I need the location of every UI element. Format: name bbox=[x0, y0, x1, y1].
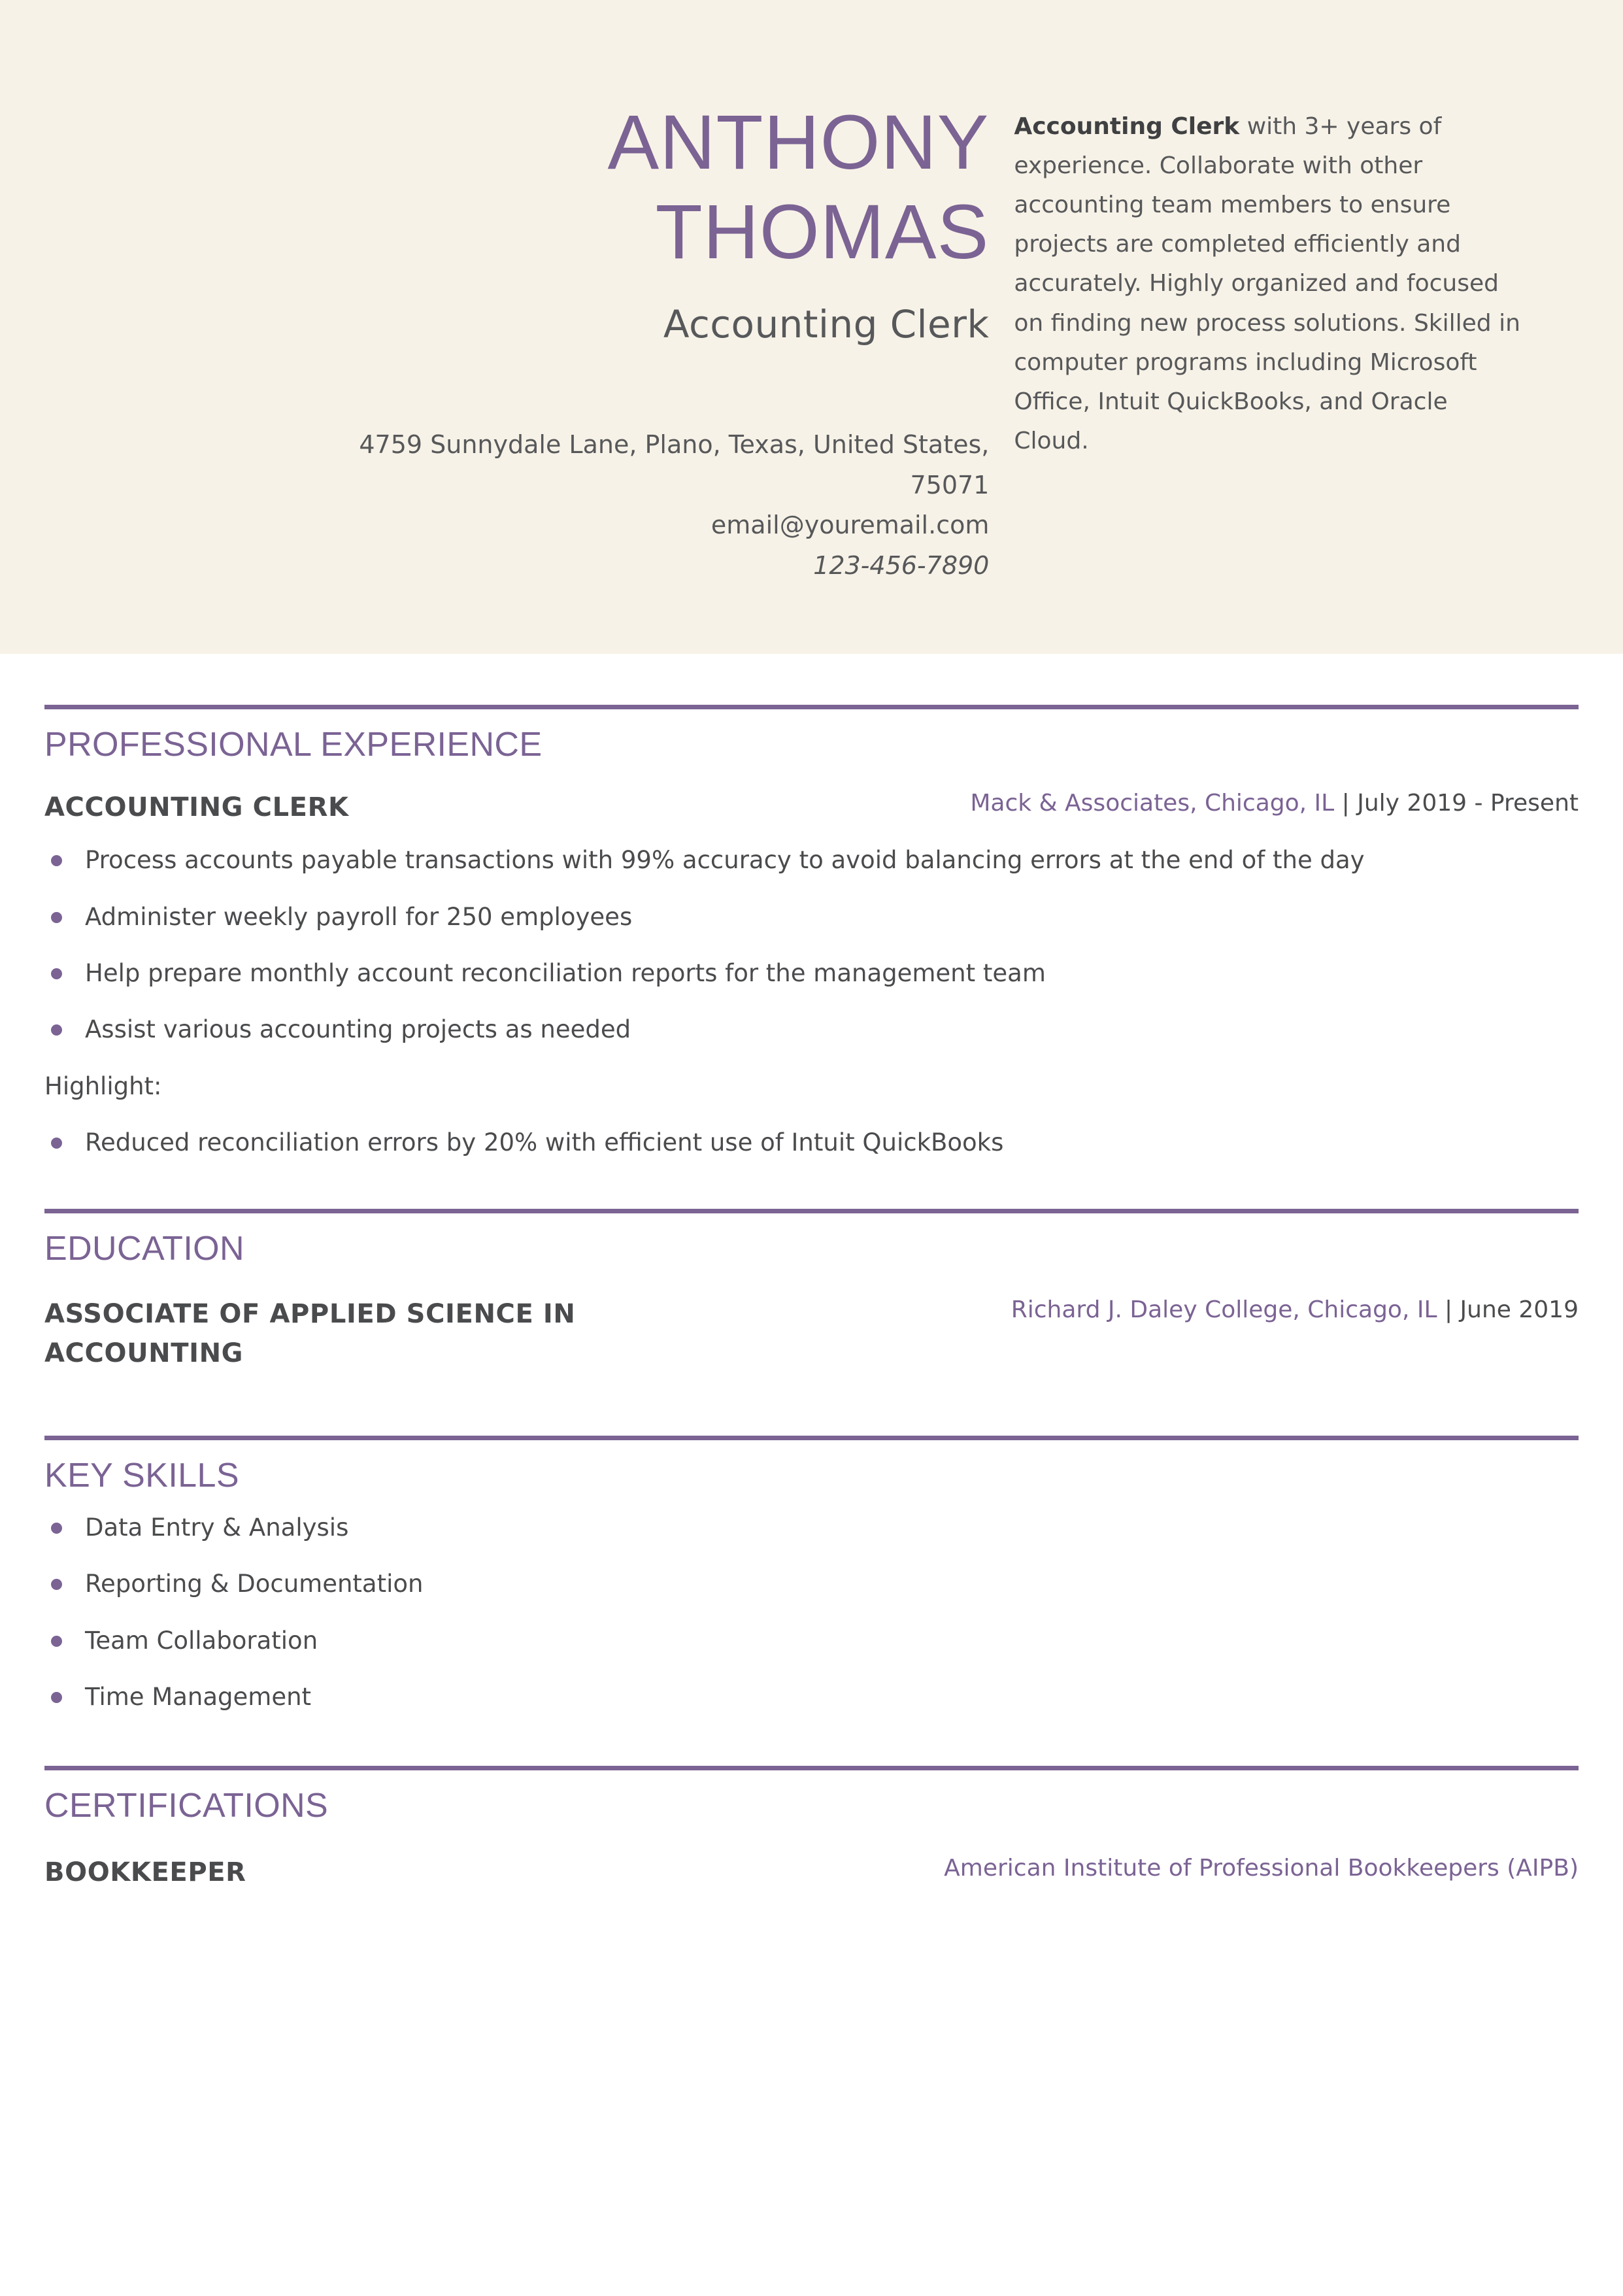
header-job-title: Accounting Clerk bbox=[663, 301, 990, 346]
header-inner bbox=[0, 0, 1623, 586]
certification-entry bbox=[44, 1853, 1579, 1892]
list-item: Reporting & Documentation bbox=[44, 1568, 1579, 1600]
professional-summary bbox=[1014, 98, 1524, 461]
education-degree: ASSOCIATE OF APPLIED SCIENCE IN ACCOUNTING bbox=[44, 1299, 576, 1368]
list-item: Data Entry & Analysis bbox=[44, 1511, 1579, 1544]
experience-meta bbox=[970, 788, 1579, 819]
education-meta bbox=[1011, 1295, 1579, 1326]
section-certifications bbox=[44, 1766, 1579, 1892]
section-divider bbox=[44, 1436, 1579, 1440]
education-date: | June 2019 bbox=[1437, 1296, 1579, 1324]
key-skills-list bbox=[44, 1511, 1579, 1714]
contact-address-line2: 75071 bbox=[910, 470, 990, 499]
highlight-bullets bbox=[44, 1126, 1579, 1159]
section-title-experience: PROFESSIONAL EXPERIENCE bbox=[44, 726, 543, 764]
certification-organization: American Institute of Professional Bookkeepers (AIPB) bbox=[944, 1855, 1579, 1882]
experience-entry bbox=[44, 788, 1579, 827]
section-title-education: EDUCATION bbox=[44, 1230, 244, 1268]
contact-phone[interactable]: 123-456-7890 bbox=[813, 550, 990, 580]
education-organization: Richard J. Daley College, Chicago, IL bbox=[1011, 1296, 1437, 1324]
section-title-key-skills: KEY SKILLS bbox=[44, 1456, 239, 1494]
list-item: Process accounts payable transactions with 99% accuracy to avoid balancing errors at the end of the day bbox=[44, 844, 1579, 877]
experience-organization: Mack & Associates, Chicago, IL bbox=[970, 790, 1335, 817]
header-identity bbox=[99, 98, 1014, 586]
section-divider bbox=[44, 1766, 1579, 1770]
experience-role: ACCOUNTING CLERK bbox=[44, 792, 349, 823]
section-title-certifications: CERTIFICATIONS bbox=[44, 1787, 329, 1825]
experience-bullets bbox=[44, 844, 1579, 1046]
contact-email[interactable]: email@youremail.com bbox=[711, 511, 990, 540]
section-professional-experience bbox=[44, 705, 1579, 1159]
list-item: Help prepare monthly account reconciliation reports for the management team bbox=[44, 957, 1579, 990]
resume-header bbox=[0, 0, 1623, 654]
section-divider bbox=[44, 705, 1579, 709]
last-name: THOMAS bbox=[655, 188, 990, 275]
list-item: Reduced reconciliation errors by 20% with efficient use of Intuit QuickBooks bbox=[44, 1126, 1579, 1159]
contact-block bbox=[99, 425, 989, 586]
first-name: ANTHONY bbox=[607, 99, 990, 186]
education-entry bbox=[44, 1295, 1579, 1372]
highlight-label: Highlight: bbox=[44, 1072, 162, 1100]
section-key-skills bbox=[44, 1436, 1579, 1714]
list-item: Team Collaboration bbox=[44, 1625, 1579, 1657]
experience-date: | July 2019 - Present bbox=[1334, 790, 1579, 817]
list-item: Assist various accounting projects as needed bbox=[44, 1013, 1579, 1046]
certification-name: BOOKKEEPER bbox=[44, 1857, 246, 1888]
resume-body bbox=[0, 705, 1623, 1893]
certification-meta bbox=[944, 1853, 1579, 1884]
contact-address-line1: 4759 Sunnydale Lane, Plano, Texas, United States, bbox=[359, 430, 990, 460]
summary-body: with 3+ years of experience. Collaborate with other accounting team members to ensure projects are completed efficiently and accurately. Highly organized and focused on finding new process solutions. Skilled in computer programs including Microsoft Office, Intuit QuickBooks, and Oracle Cloud. bbox=[1014, 113, 1520, 454]
summary-lead: Accounting Clerk bbox=[1014, 113, 1240, 140]
section-education bbox=[44, 1209, 1579, 1373]
section-divider bbox=[44, 1209, 1579, 1213]
list-item: Time Management bbox=[44, 1681, 1579, 1714]
list-item: Administer weekly payroll for 250 employees bbox=[44, 901, 1579, 934]
